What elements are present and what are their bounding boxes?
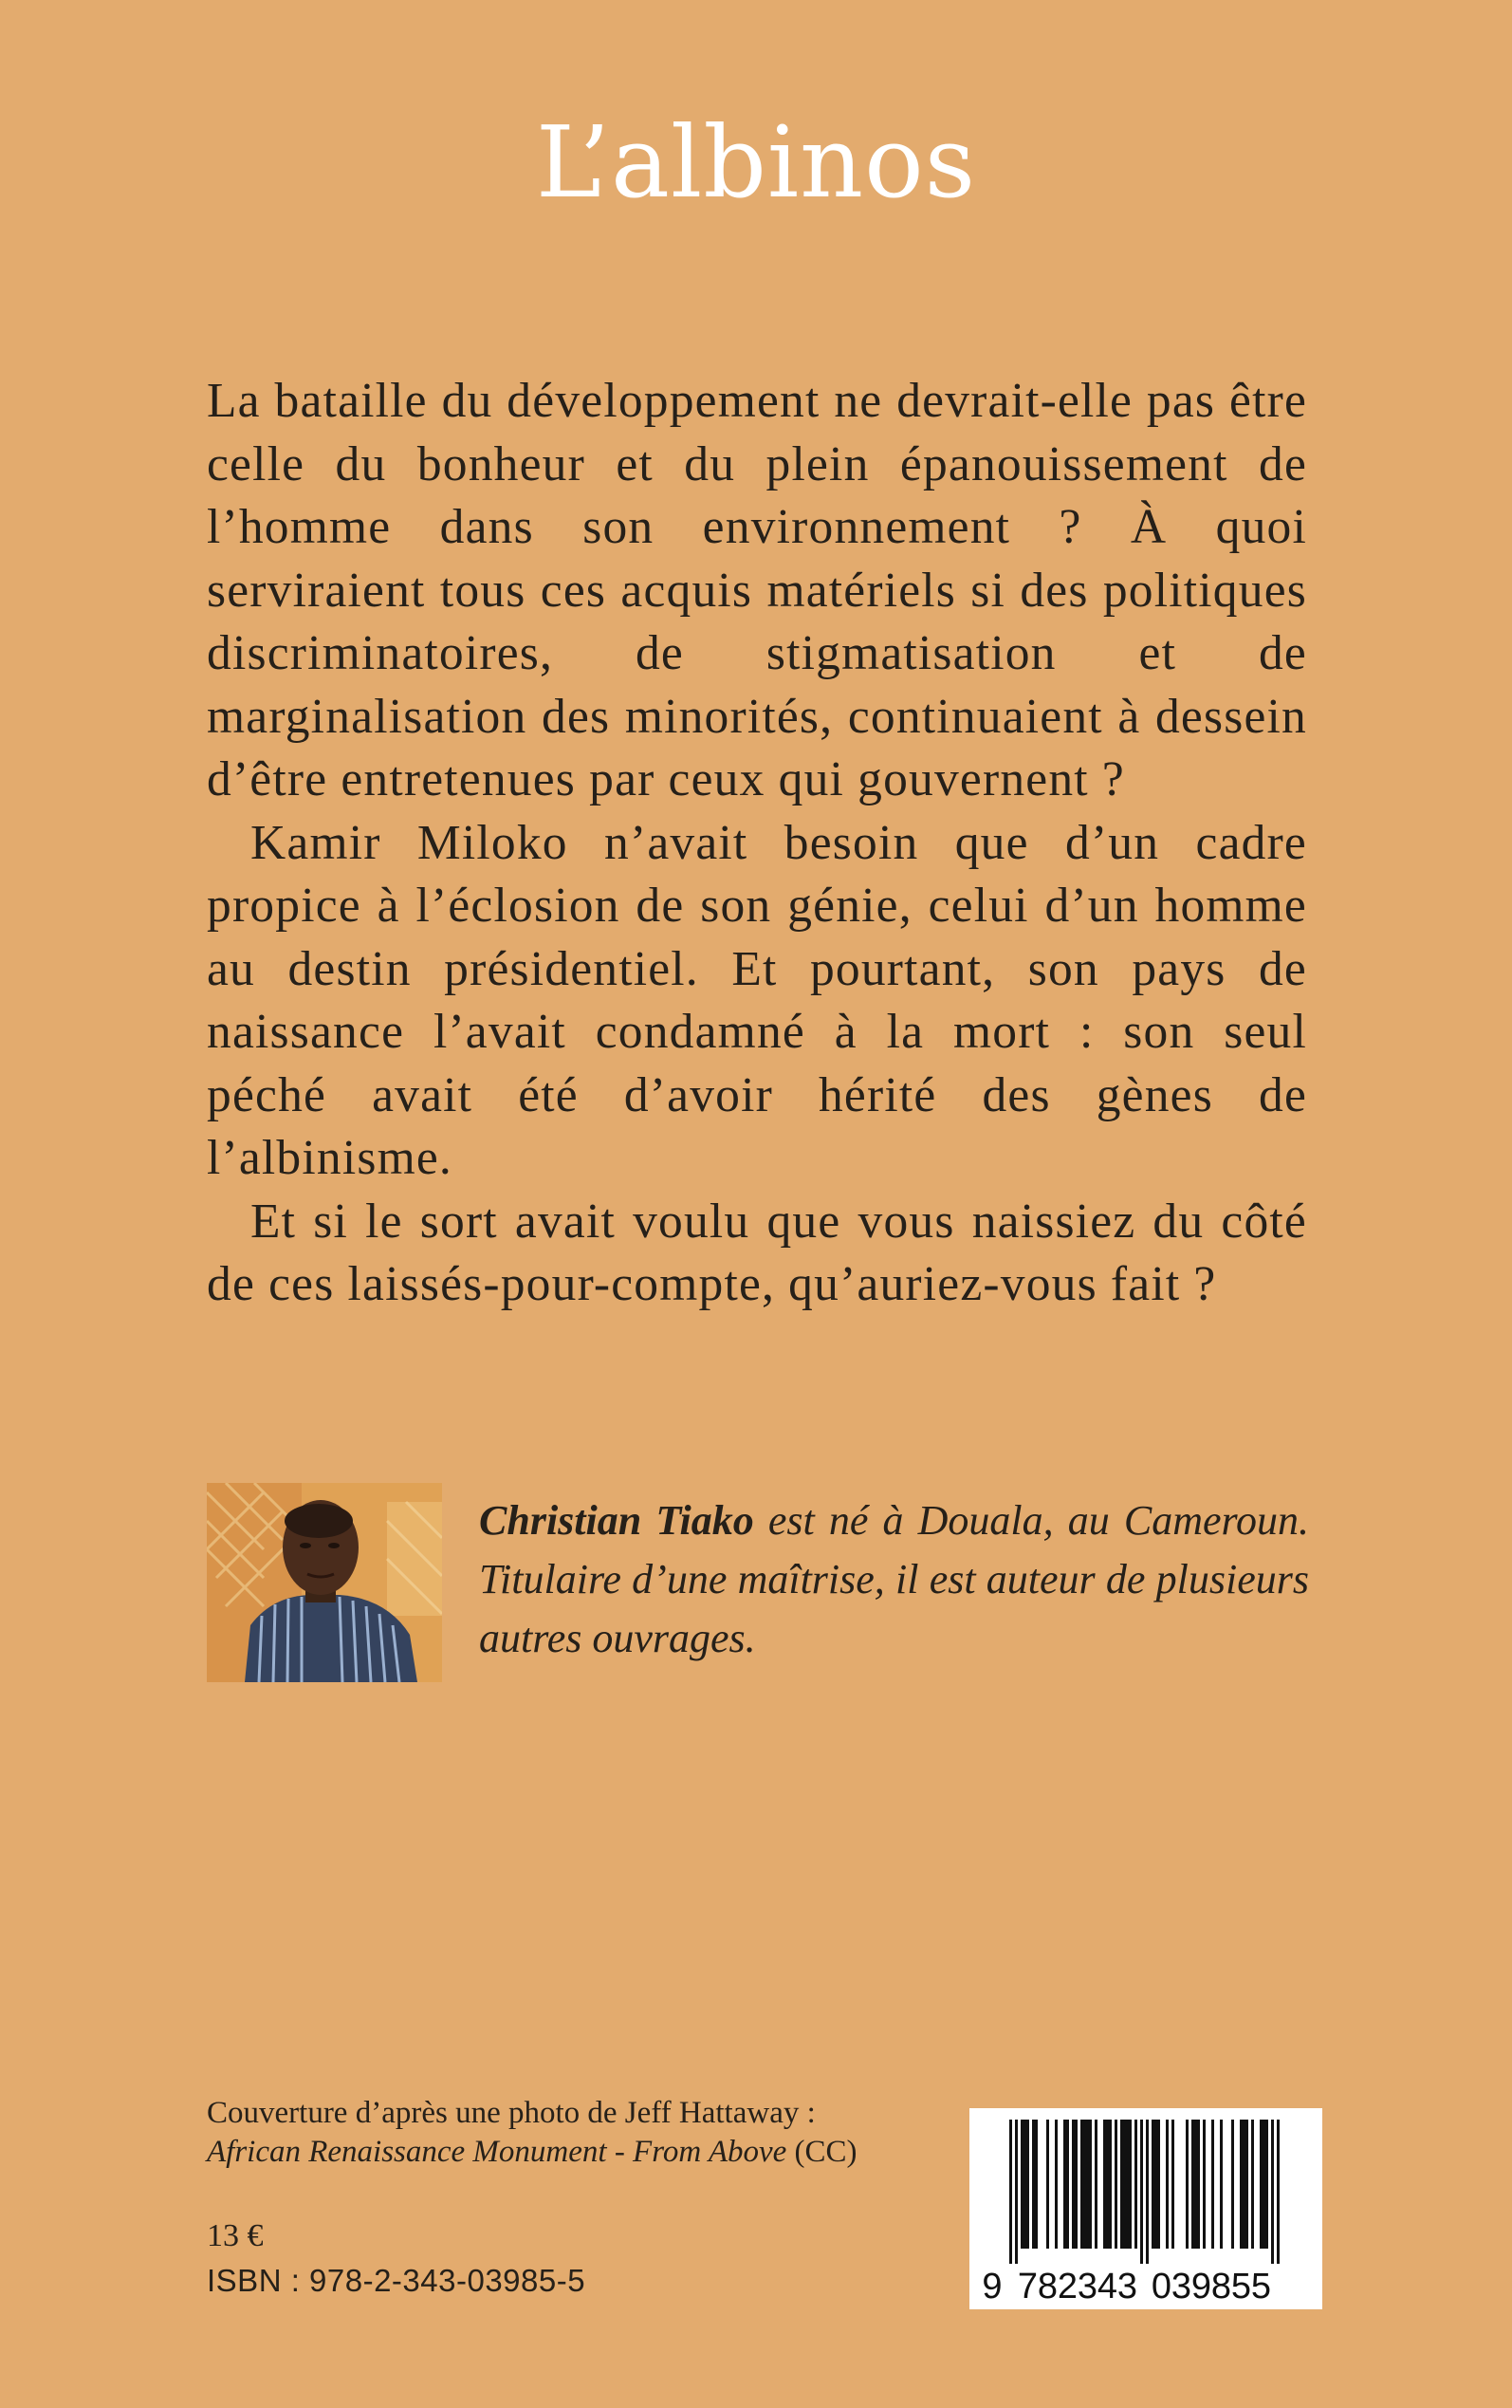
barcode-bar	[1171, 2120, 1174, 2249]
barcode-digit: 8	[1210, 2267, 1232, 2306]
barcode-bar	[1243, 2120, 1245, 2249]
barcode-bar	[1021, 2120, 1023, 2249]
barcode-bar	[1157, 2120, 1160, 2249]
cover-credit-source	[207, 2133, 928, 2172]
author-name: Christian Tiako	[479, 1497, 754, 1544]
barcode-bar	[1123, 2120, 1126, 2249]
cover-photo-title: African Renaissance Monument - From Above	[207, 2135, 787, 2169]
barcode-bar	[1251, 2120, 1254, 2249]
back-cover-blurb	[207, 370, 1307, 1317]
author-bio	[479, 1491, 1309, 1668]
barcode-digit: 0	[1151, 2267, 1172, 2306]
barcode-digit: 4	[1097, 2267, 1118, 2306]
barcode-bar	[1026, 2120, 1029, 2249]
blurb-paragraph: Et si le sort avait voulu que vous naissiez du côté de ces laissés-pour-compte, qu’auriez-vous fait ?	[207, 1194, 1307, 1311]
barcode-bar	[1197, 2120, 1200, 2249]
barcode-digit: 5	[1250, 2267, 1272, 2306]
barcode-bar	[1166, 2120, 1169, 2249]
barcode-digit: 7	[1017, 2267, 1039, 2306]
barcode-graphic	[969, 2108, 1322, 2309]
barcode-bar	[1129, 2120, 1132, 2249]
barcode-bar	[1095, 2120, 1097, 2249]
barcode-digit: 3	[1171, 2267, 1192, 2306]
author-bio-text: est né à Douala, au Cameroun. Titulaire d’une maîtrise, il est auteur de plusieurs autres ouvrages.	[479, 1497, 1309, 1661]
barcode-bar	[1089, 2120, 1092, 2249]
barcode-bar	[1140, 2120, 1143, 2264]
barcode-bar	[1075, 2120, 1078, 2249]
barcode-bar	[1263, 2120, 1265, 2249]
barcode-bar	[1194, 2120, 1197, 2249]
barcode-bar	[1220, 2120, 1223, 2249]
barcode-digit: 2	[1057, 2267, 1079, 2306]
blurb-paragraph: La bataille du développement ne devrait-elle pas être celle du bonheur et du plein épanouissement de l’homme dans son environnement ? À quoi serviraient tous ces acquis matériels si des politiques discriminatoires, de stigmatisation et de marginalisation des minorités, continuaient à dessein d’être entretenues par ceux qui gouvernent ?	[207, 374, 1307, 806]
barcode-bar	[1055, 2120, 1058, 2249]
price: 13 €	[207, 2218, 264, 2253]
barcode-bar	[1203, 2120, 1206, 2249]
barcode-bar	[1265, 2120, 1268, 2249]
barcode-bar	[1032, 2120, 1035, 2249]
barcode-bar	[1186, 2120, 1189, 2249]
barcode-bar	[1231, 2120, 1234, 2249]
barcode-bar	[1035, 2120, 1038, 2249]
book-title: L’albinos	[535, 104, 977, 220]
barcode-bar	[1009, 2120, 1012, 2264]
cover-photo-license: (CC)	[786, 2135, 857, 2169]
barcode-bar	[1072, 2120, 1075, 2249]
barcode-bar	[1083, 2120, 1086, 2249]
barcode-bar	[1120, 2120, 1123, 2249]
cover-credit	[207, 2094, 928, 2172]
barcode-bar	[1260, 2120, 1263, 2249]
barcode-bar	[1146, 2120, 1149, 2264]
barcode-digit: 3	[1116, 2267, 1138, 2306]
barcode-bar	[1023, 2120, 1026, 2249]
barcode-bar	[1063, 2120, 1066, 2249]
barcode-bar	[1211, 2120, 1214, 2249]
isbn: ISBN : 978-2-343-03985-5	[207, 2263, 586, 2298]
barcode-bar	[1152, 2120, 1154, 2249]
barcode-digit: 8	[1037, 2267, 1059, 2306]
isbn-barcode	[969, 2108, 1322, 2309]
barcode-digit: 5	[1230, 2267, 1252, 2306]
barcode-digit: 3	[1077, 2267, 1098, 2306]
barcode-bar	[1103, 2120, 1106, 2249]
barcode-digit: 9	[982, 2267, 1003, 2306]
barcode-bar	[1191, 2120, 1194, 2249]
barcode-bar	[1245, 2120, 1248, 2249]
barcode-bar	[1066, 2120, 1069, 2249]
barcode-bar	[1126, 2120, 1129, 2249]
barcode-digit: 9	[1190, 2267, 1212, 2306]
barcode-bar	[1080, 2120, 1083, 2249]
barcode-bar	[1015, 2120, 1018, 2264]
barcode-bar	[1154, 2120, 1157, 2249]
barcode-bar	[1240, 2120, 1243, 2249]
barcode-bar	[1271, 2120, 1274, 2264]
barcode-bar	[1046, 2120, 1049, 2249]
barcode-bar	[1106, 2120, 1109, 2249]
cover-credit-line: Couverture d’après une photo de Jeff Hattaway :	[207, 2096, 816, 2130]
barcode-bar	[1115, 2120, 1117, 2249]
barcode-bar	[1086, 2120, 1089, 2249]
barcode-bar	[1109, 2120, 1112, 2249]
blurb-paragraph: Kamir Miloko n’avait besoin que d’un cadre propice à l’éclosion de son génie, celui d’un homme au destin présidentiel. Et pourtant, son pays de naissance l’avait condamné à la mort : son seul péché avait été d’avoir hérité des gènes de l’albinisme.	[207, 815, 1307, 1185]
author-photo	[207, 1483, 442, 1682]
barcode-bar	[1134, 2120, 1137, 2249]
barcode-bar	[1277, 2120, 1280, 2264]
